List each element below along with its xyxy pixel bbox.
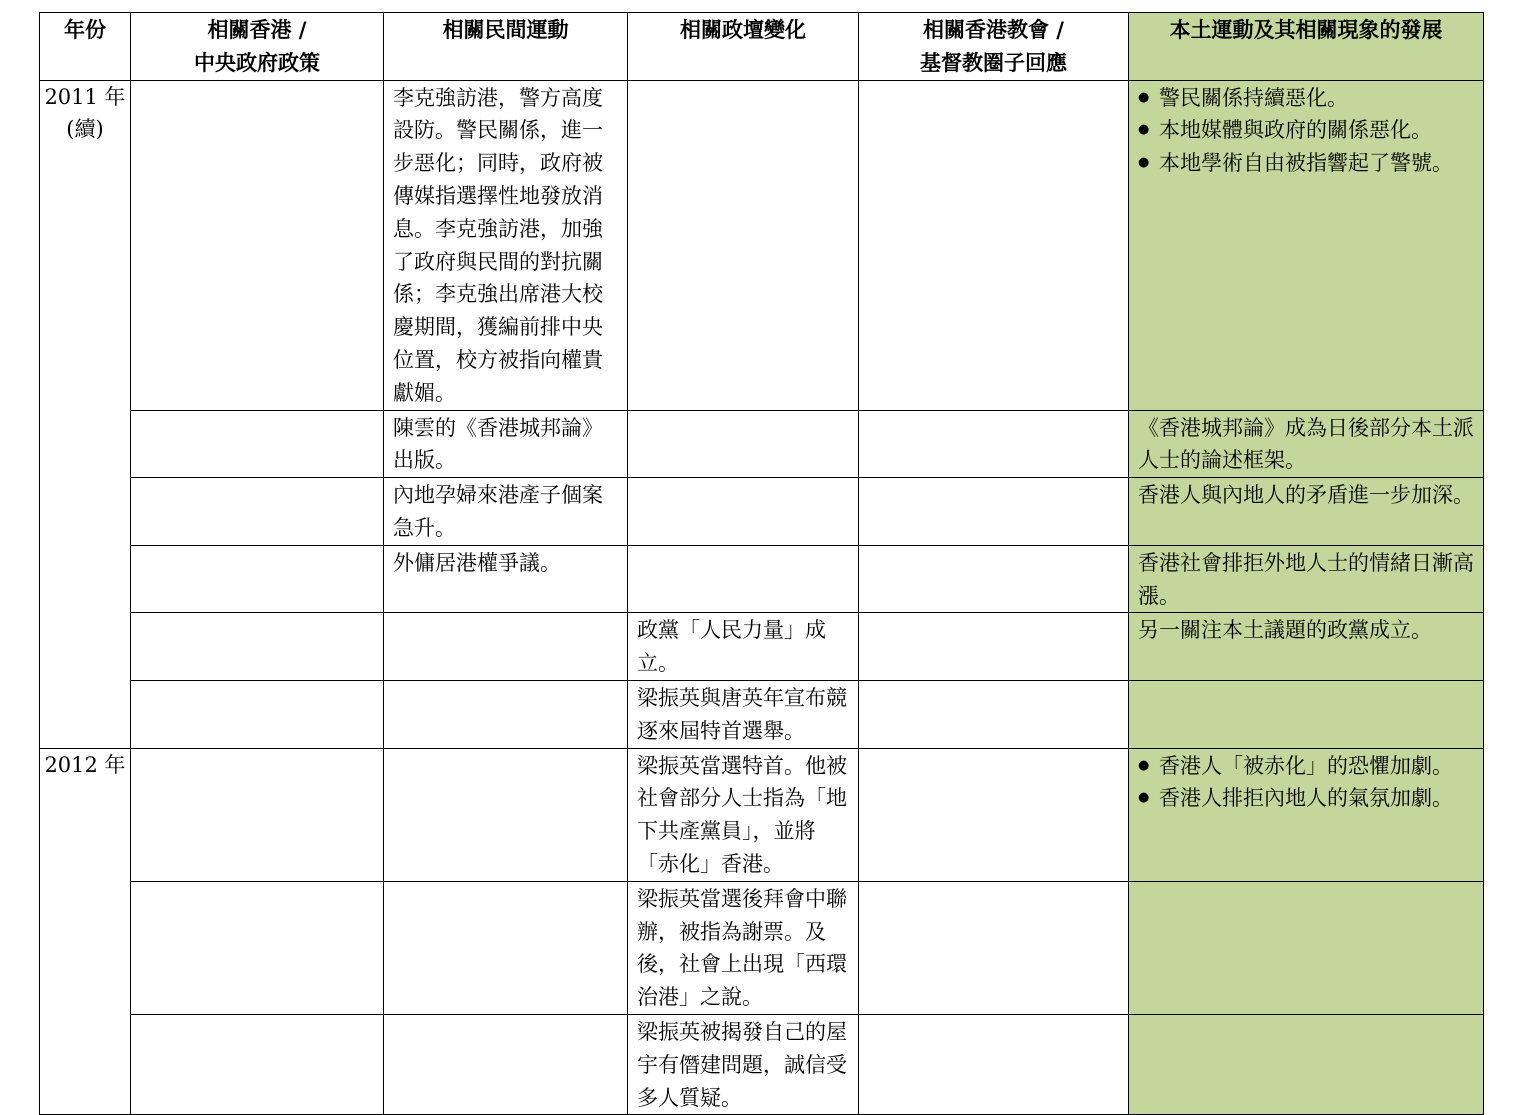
- header-civil-movement: 相關民間運動: [384, 13, 628, 81]
- header-row: [40, 13, 1484, 81]
- list-item: ● 香港人排拒內地人的氣氛加劇。: [1138, 782, 1477, 815]
- church-cell: [859, 80, 1129, 410]
- politics-cell: [628, 410, 859, 478]
- civil-cell: 內地孕婦來港產子個案急升。: [384, 478, 628, 546]
- localism-bullet-list: [1129, 81, 1483, 180]
- civil-cell: [384, 613, 628, 681]
- table-row: [40, 613, 1484, 681]
- church-cell: [859, 613, 1129, 681]
- table-row: [40, 545, 1484, 613]
- politics-cell: 梁振英當選特首。他被社會部分人士指為「地下共產黨員」，並將「赤化」香港。: [628, 748, 859, 881]
- table-row: [40, 410, 1484, 478]
- table-row: [40, 1014, 1484, 1114]
- year-cell-2012: 2012 年: [40, 748, 131, 1115]
- policy-cell: [131, 478, 384, 546]
- localism-bullet-list: [1129, 749, 1483, 816]
- localism-cell: 《香港城邦論》成為日後部分本土派人士的論述框架。: [1129, 410, 1484, 478]
- localism-cell: [1129, 1014, 1484, 1114]
- policy-cell: [131, 881, 384, 1014]
- policy-cell: [131, 545, 384, 613]
- year-cell-2011: 2011 年 (續): [40, 80, 131, 748]
- policy-cell: [131, 680, 384, 748]
- church-cell: [859, 680, 1129, 748]
- header-policy: 相關香港 / 中央政府政策: [131, 13, 384, 81]
- policy-cell: [131, 410, 384, 478]
- policy-cell: [131, 1014, 384, 1114]
- civil-cell: 外傭居港權爭議。: [384, 545, 628, 613]
- politics-cell: 梁振英當選後拜會中聯辦，被指為謝票。及後，社會上出現「西環治港」之說。: [628, 881, 859, 1014]
- civil-cell: [384, 881, 628, 1014]
- header-year: 年份: [40, 13, 131, 81]
- civil-cell: [384, 748, 628, 881]
- church-cell: [859, 748, 1129, 881]
- civil-cell: 李克強訪港，警方高度設防。警民關係，進一步惡化；同時，政府被傳媒指選擇性地發放消息。李克強訪港，加強了政府與民間的對抗關係；李克強出席港大校慶期間，獲編前排中央位置，校方被指向權貴獻媚。: [384, 80, 628, 410]
- localism-cell: 香港人與內地人的矛盾進一步加深。: [1129, 478, 1484, 546]
- table-row: [40, 80, 1484, 410]
- civil-cell: 陳雲的《香港城邦論》出版。: [384, 410, 628, 478]
- table-row: [40, 748, 1484, 881]
- list-item: ● 警民關係持續惡化。: [1138, 82, 1477, 115]
- church-cell: [859, 1014, 1129, 1114]
- table-row: [40, 680, 1484, 748]
- church-cell: [859, 478, 1129, 546]
- localism-cell: [1129, 881, 1484, 1014]
- politics-cell: [628, 80, 859, 410]
- civil-cell: [384, 680, 628, 748]
- table-row: [40, 478, 1484, 546]
- list-item: ● 本地學術自由被指響起了警號。: [1138, 147, 1477, 180]
- localism-cell: 另一關注本土議題的政黨成立。: [1129, 613, 1484, 681]
- church-cell: [859, 410, 1129, 478]
- policy-cell: [131, 80, 384, 410]
- politics-cell: [628, 478, 859, 546]
- politics-cell: 政黨「人民力量」成立。: [628, 613, 859, 681]
- header-political-change: 相關政壇變化: [628, 13, 859, 81]
- list-item: ● 本地媒體與政府的關係惡化。: [1138, 114, 1477, 147]
- list-item: ● 香港人「被赤化」的恐懼加劇。: [1138, 750, 1477, 783]
- civil-cell: [384, 1014, 628, 1114]
- localism-cell: 香港社會排拒外地人士的情緒日漸高漲。: [1129, 545, 1484, 613]
- politics-cell: 梁振英被揭發自己的屋宇有僭建問題，誠信受多人質疑。: [628, 1014, 859, 1114]
- church-cell: [859, 545, 1129, 613]
- history-table: [39, 12, 1484, 1115]
- policy-cell: [131, 748, 384, 881]
- localism-cell: [1129, 680, 1484, 748]
- politics-cell: [628, 545, 859, 613]
- church-cell: [859, 881, 1129, 1014]
- header-church-response: 相關香港教會 / 基督教圈子回應: [859, 13, 1129, 81]
- localism-cell: [1129, 748, 1484, 881]
- policy-cell: [131, 613, 384, 681]
- politics-cell: 梁振英與唐英年宣布競逐來屆特首選舉。: [628, 680, 859, 748]
- table-row: [40, 881, 1484, 1014]
- header-localism: 本土運動及其相關現象的發展: [1129, 13, 1484, 81]
- localism-cell: [1129, 80, 1484, 410]
